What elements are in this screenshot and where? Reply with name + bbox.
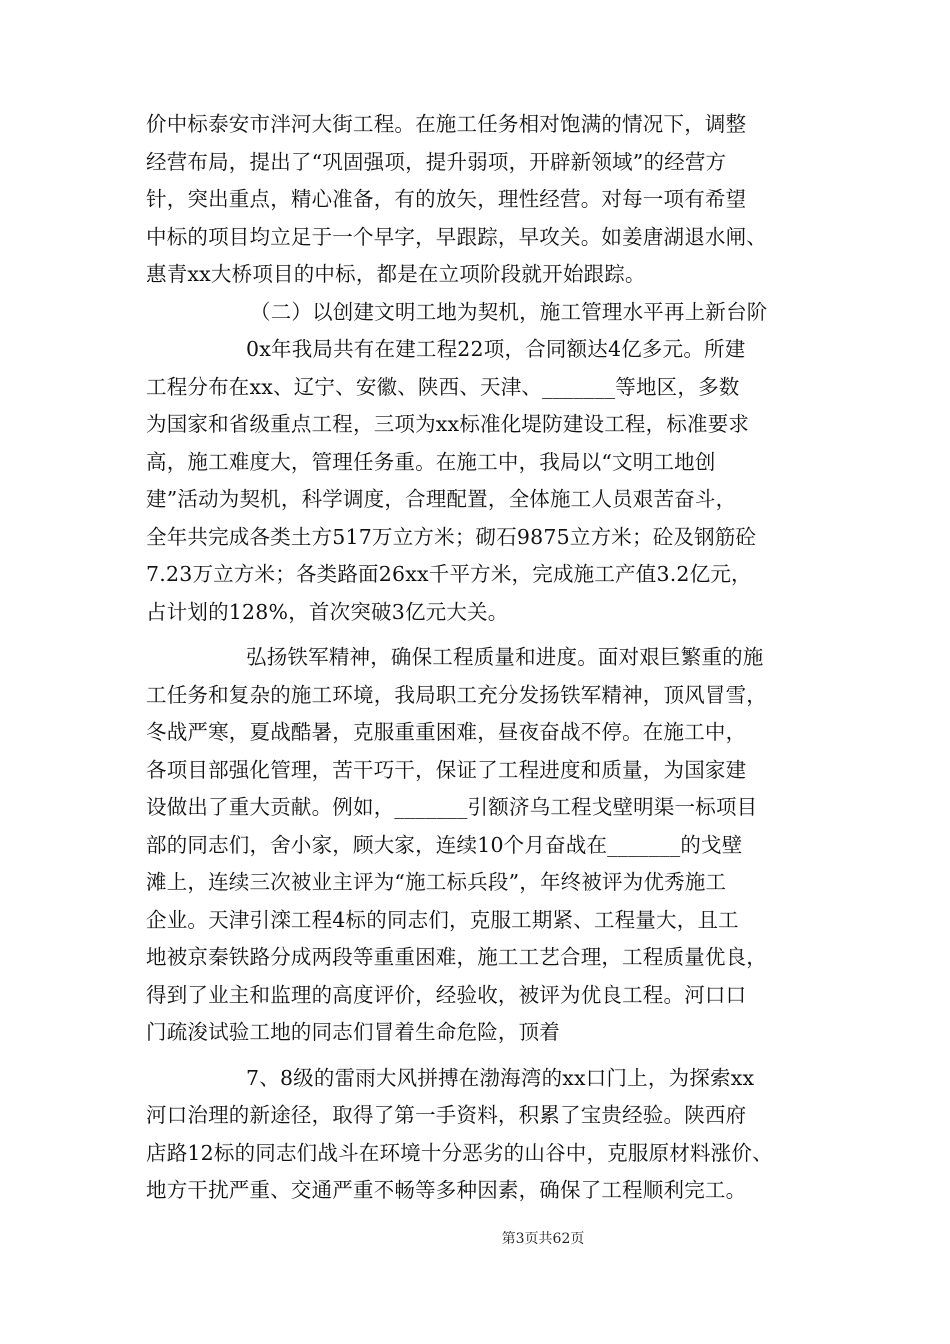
text-line: 7、8级的雷雨大风拼搏在渤海湾的xx口门上，为探索xx <box>246 1065 755 1090</box>
text-line: 滩上，连续三次被业主评为“施工标兵段”，年终被评为优秀施工 <box>146 870 727 894</box>
text-line: 针，突出重点，精心准备，有的放矢，理性经营。对每一项有希望 <box>146 187 747 211</box>
text-line: 0x年我局共有在建工程22项，合同额达4亿多元。所建 <box>246 337 746 361</box>
text-line: 经营布局，提出了“巩固强项，提升弱项，开辟新领域”的经营方 <box>146 149 727 174</box>
text-line: 河口治理的新途径，取得了第一手资料，积累了宝贵经验。陕西府 <box>146 1103 747 1127</box>
text-line: 地方干扰严重、交通严重不畅等多种因素，确保了工程顺利完工。 <box>146 1178 747 1202</box>
text-line: 7.23万立方米；各类路面26xx千平方米，完成施工产值3.2亿元， <box>146 562 752 586</box>
text-line: 建”活动为契机，科学调度，合理配置，全体施工人员艰苦奋斗， <box>146 487 737 511</box>
text-line: 得到了业主和监理的高度评价，经验收，被评为优良工程。河口口 <box>146 982 747 1007</box>
text-line: 各项目部强化管理，苦干巧干，保证了工程进度和质量，为国家建 <box>146 757 747 782</box>
text-line: 冬战严寒，夏战酷暑，克服重重困难，昼夜奋战不停。在施工中， <box>146 720 747 744</box>
text-line: 门疏浚试验工地的同志们冒着生命危险，顶着 <box>146 1020 560 1044</box>
text-line: 价中标泰安市泮河大街工程。在施工任务相对饱满的情况下，调整 <box>146 112 747 136</box>
text-line: 部的同志们，舍小家，顾大家，连续10个月奋战在_______的戈壁 <box>146 832 743 857</box>
text-line: 占计划的128%，首次突破3亿元大关。 <box>146 599 509 624</box>
text-line: 全年共完成各类土方517万立方米；砌石9875立方米；砼及钢筋砼 <box>146 524 757 549</box>
page-number: 第3页共62页 <box>501 1231 585 1247</box>
text-line: 惠青xx大桥项目的中标，都是在立项阶段就开始跟踪。 <box>146 262 646 286</box>
text-line: 设做出了重大贡献。例如，_______引额济乌工程戈壁明渠一标项目 <box>146 795 758 819</box>
text-line: 高，施工难度大，管理任务重。在施工中，我局以“文明工地创 <box>146 449 716 474</box>
page-footer <box>0 1230 950 1248</box>
text-line: 为国家和省级重点工程，三项为xx标准化堤防建设工程，标准要求 <box>146 412 750 436</box>
text-line: 工程分布在xx、辽宁、安徽、陕西、天津、_______等地区，多数 <box>146 374 740 399</box>
text-line: 地被京秦铁路分成两段等重重困难，施工工艺合理，工程质量优良， <box>146 945 767 969</box>
text-line: 店路12标的同志们战斗在环境十分恶劣的山谷中，克服原材料涨价、 <box>146 1140 773 1165</box>
text-line: 弘扬铁军精神，确保工程质量和进度。面对艰巨繁重的施 <box>246 645 764 669</box>
body-text <box>146 106 826 1210</box>
text-line: 中标的项目均立足于一个早字，早跟踪，早攻关。如姜唐湖退水闸、 <box>146 224 767 249</box>
text-line: 企业。天津引滦工程4标的同志们，克服工期紧、工程量大，且工 <box>146 907 739 932</box>
section-heading: （二）以创建文明工地为契机，施工管理水平再上新台阶 <box>250 299 768 324</box>
text-line: 工任务和复杂的施工环境，我局职工充分发扬铁军精神，顶风冒雪， <box>146 682 767 707</box>
